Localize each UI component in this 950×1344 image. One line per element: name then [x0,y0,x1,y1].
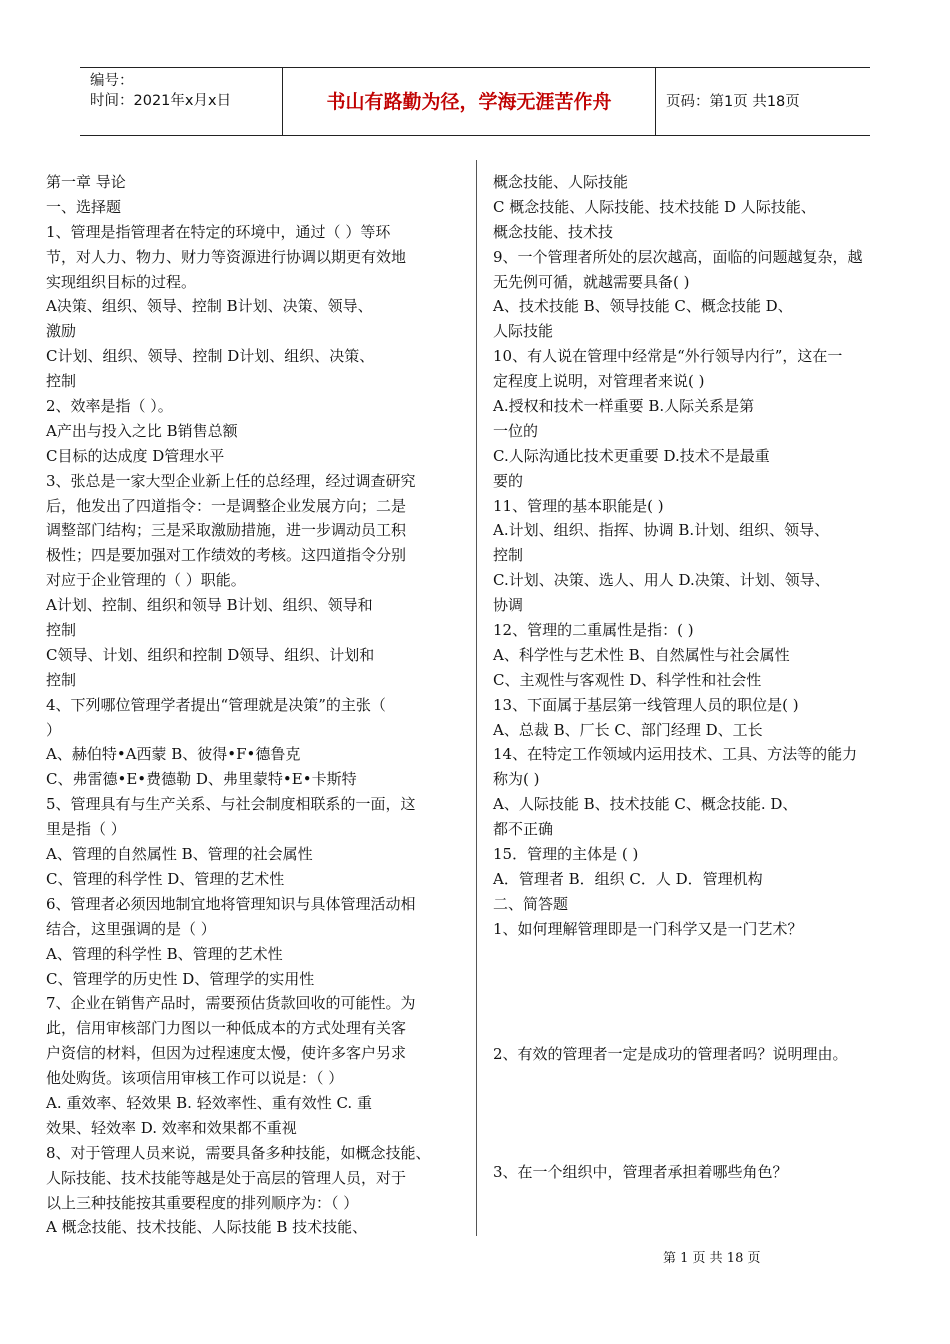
text-line: C、主观性与客观性 D、科学性和社会性 [493,670,762,689]
text-line: 称为( ) [493,770,540,789]
text-line: 户资信的材料，但因为过程速度太慢，使许多客户另求 [46,1044,407,1063]
text-line: 15．管理的主体是 ( ) [493,845,639,864]
text-line: 控制 [493,546,524,565]
right-column-questions [493,170,911,942]
text-line: C计划、组织、领导、控制 D计划、组织、决策、 [46,347,375,366]
page-footer: 第 1 页 共 18 页 [663,1251,761,1266]
text-line: C目标的达成度 D管理水平 [46,446,225,465]
text-line: 14、在特定工作领域内运用技术、工具、方法等的能力 [493,745,858,764]
text-line: 1、管理是指管理者在特定的环境中，通过（ ）等环 [46,222,391,241]
text-line: C.计划、决策、选人、用人 D.决策、计划、领导、 [493,571,830,590]
text-line: A 概念技能、技术技能、人际技能 B 技术技能、 [46,1218,368,1237]
text-line: A计划、控制、组织和领导 B计划、组织、领导和 [46,596,373,615]
text-line: A、赫伯特•A西蒙 B、彼得•F•德鲁克 [46,745,301,764]
text-line: 控制 [46,621,77,640]
short-answer-question-2: 2、有效的管理者一定是成功的管理者吗？说明理由。 [493,1044,848,1063]
text-line: A.计划、组织、指挥、协调 B.计划、组织、领导、 [493,521,830,540]
number-label: 编号： [90,73,134,89]
text-line: A、技术技能 B、领导技能 C、概念技能 D、 [493,297,793,316]
text-line: 后，他发出了四道指令：一是调整企业发展方向；二是 [46,496,407,515]
left-column [46,170,462,1240]
text-line: 9、一个管理者所处的层次越高，面临的问题越复杂，越 [493,247,863,266]
text-line: A、管理的自然属性 B、管理的社会属性 [46,845,313,864]
text-line: 4、下列哪位管理学者提出“管理就是决策”的主张（ [46,695,386,714]
text-line: 3、张总是一家大型企业新上任的总经理，经过调查研究 [46,471,416,490]
text-line: 第一章 导论 [46,173,126,191]
text-line: 要的 [493,471,524,490]
text-line: 控制 [46,372,77,391]
text-line: 节，对人力、物力、财力等资源进行协调以期更有效地 [46,247,407,266]
column-divider [476,160,477,1236]
text-line: A．管理者 B．组织 C．人 D．管理机构 [493,869,763,888]
text-line: 人际技能、技术技能等越是处于高层的管理人员，对于 [46,1168,407,1187]
text-line: A、科学性与艺术性 B、自然属性与社会属性 [493,645,790,664]
text-line: C、管理的科学性 D、管理的艺术性 [46,869,285,888]
right-column [493,170,911,1184]
text-line: 结合，这里强调的是（ ） [46,919,216,938]
document-header [80,67,870,135]
date-line: 时间：2021年x月x日 [90,93,232,109]
text-line: 1、如何理解管理即是一门科学又是一门艺术？ [493,919,803,938]
text-line: 一、选择题 [46,197,122,216]
text-line: 人际技能 [493,322,554,341]
text-line: 无先例可循，就越需要具备( ) [493,272,690,291]
answer-space-1 [493,942,911,1042]
header-page-info: 页码：第1页 共18页 [666,94,800,110]
text-line: 10、有人说在管理中经常是“外行领导内行”，这在一 [493,347,843,366]
text-line: C领导、计划、组织和控制 D领导、组织、计划和 [46,645,375,664]
text-line: 5、管理具有与生产关系、与社会制度相联系的一面，这 [46,795,416,814]
text-line: 12、管理的二重属性是指：( ) [493,621,694,640]
text-line: C、弗雷德•E•费德勒 D、弗里蒙特•E•卡斯特 [46,770,357,789]
header-motto: 书山有路勤为径，学海无涯苦作舟 [326,91,612,113]
text-line: A、人际技能 B、技术技能 C、概念技能. D、 [493,795,798,814]
text-line: 协调 [493,596,524,615]
text-line: 对应于企业管理的（ ）职能。 [46,571,246,590]
text-line: 极性；四是要加强对工作绩效的考核。这四道指令分别 [46,546,407,565]
text-line: 此，信用审核部门力图以一种低成本的方式处理有关客 [46,1019,407,1038]
text-line: 控制 [46,670,77,689]
text-line: 里是指（ ） [46,820,126,839]
text-line: 实现组织目标的过程。 [46,272,197,291]
short-answer-question-3: 3、在一个组织中，管理者承担着哪些角色？ [493,1162,788,1181]
text-line: 激励 [46,322,77,341]
text-line: A. 重效率、轻效果 B. 轻效率性、重有效性 C. 重 [46,1093,372,1112]
text-line: 都不正确 [493,820,554,839]
text-line: 8、对于管理人员来说，需要具备多种技能，如概念技能、 [46,1143,431,1162]
text-line: 7、企业在销售产品时，需要预估货款回收的可能性。为 [46,994,416,1013]
text-line: A、管理的科学性 B、管理的艺术性 [46,944,283,963]
text-line: 以上三种技能按其重要程度的排列顺序为：（ ） [46,1193,359,1212]
text-line: 定程度上说明，对管理者来说( ) [493,372,705,391]
text-line: C、管理学的历史性 D、管理学的实用性 [46,969,315,988]
text-line: 2、效率是指（ ）。 [46,397,173,416]
answer-space-2 [493,1067,911,1160]
text-line: C 概念技能、人际技能、技术技能 D 人际技能、 [493,197,816,216]
text-line: C.人际沟通比技术更重要 D.技术不是最重 [493,446,770,465]
text-line: 效果、轻效率 D. 效率和效果都不重视 [46,1118,297,1137]
header-top-rule [80,67,870,68]
text-line: ） [46,720,62,739]
text-line: 概念技能、人际技能 [493,173,629,191]
header-bottom-rule [80,135,870,136]
text-line: 二、简答题 [493,894,569,913]
header-left-cell [90,71,231,111]
text-line: A产出与投入之比 B销售总额 [46,421,238,440]
text-line: 11、管理的基本职能是( ) [493,496,664,515]
text-line: 概念技能、技术技 [493,222,614,241]
text-line: A、总裁 B、厂长 C、部门经理 D、工长 [493,720,763,739]
text-line: A决策、组织、领导、控制 B计划、决策、领导、 [46,297,373,316]
text-line: 13、下面属于基层第一线管理人员的职位是( ) [493,695,799,714]
text-line: 一位的 [493,421,539,440]
text-line: A.授权和技术一样重要 B.人际关系是第 [493,397,755,416]
text-line: 调整部门结构；三是采取激励措施，进一步调动员工积 [46,521,407,540]
text-line: 他处购货。该项信用审核工作可以说是：（ ） [46,1069,344,1088]
header-divider-right [655,67,656,135]
text-line: 6、管理者必须因地制宜地将管理知识与具体管理活动相 [46,894,416,913]
